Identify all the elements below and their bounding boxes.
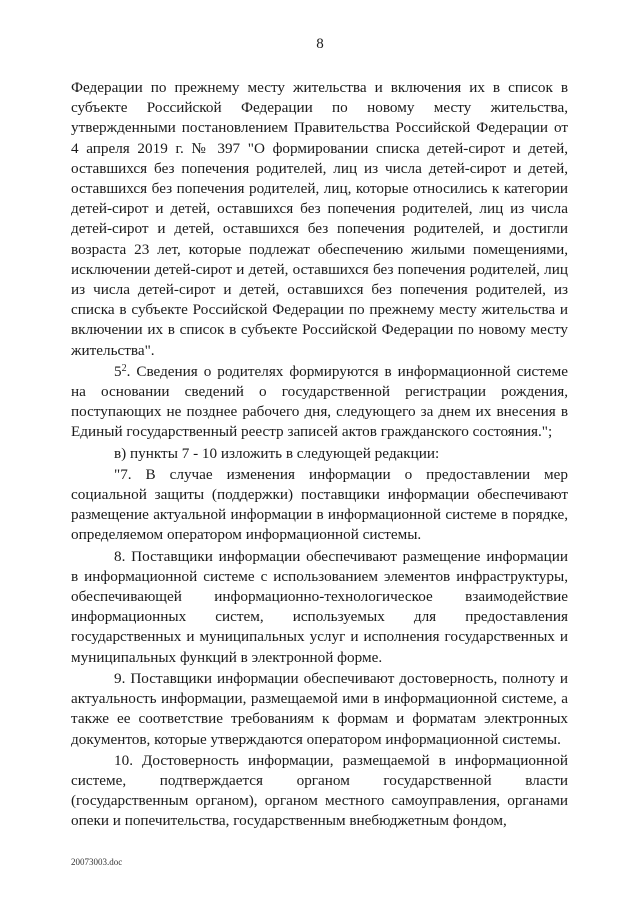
item-number-separator: . [126,362,137,380]
paragraph-item-8: 8. Поставщики информации обеспечивают размещение информации в информационной системе с использованием элементов инфраструктуры, обеспечивающей информационно-технологическое взаимодействие информационных систем, используемых для предоставления государственных и муниципальных услуг и исполнения государственных и муниципальных функций в электронной форме. [71,547,568,666]
paragraph-text: Сведения о родителях формируются в информационной системе на основании сведений о государственной регистрации рождения, поступающих не позднее рабочего дня, следующего за днем их внесения в Единый государственный реестр записей актов гражданского состояния."; [71,362,568,441]
paragraph-item-9: 9. Поставщики информации обеспечивают достоверность, полноту и актуальность информации, размещаемой ими в информационной системе, а также ее соответствие требованиям к формам и форматам электронных документов, которые утверждаются оператором информационной системы. [71,669,568,748]
paragraph-item-10: 10. Достоверность информации, размещаемой в информационной системе, подтверждается органом государственной власти (государственным органом), органом местного самоуправления, органами опеки и попечительства, государственным внебюджетным фондом, [71,751,568,830]
paragraph-subitem-v: в) пункты 7 - 10 изложить в следующей редакции: [114,444,440,462]
paragraph-item-5-2 [71,362,568,443]
page-number: 8 [316,36,324,52]
footer-filename: 20073003.doc [71,857,123,867]
paragraph-continuation: Федерации по прежнему месту жительства и включения их в список в субъекте Российской Федерации по новому месту жительства, утвержденными постановлением Правительства Российской Федерации от 4 апреля 2019 г. № 397 "О формировании списка детей-сирот и детей, оставшихся без попечения родителей, лиц из числа детей-сирот и детей, оставшихся без попечения родителей, лиц, которые относились к категории детей-сирот и детей, оставшихся без попечения родителей, лиц из числа детей-сирот и детей, оставшихся без попечения родителей, и достигли возраста 23 лет, которые подлежат обеспечению жилыми помещениями, исключении детей-сирот и детей, оставшихся без попечения родителей, лиц из числа детей-сирот и детей, оставшихся без попечения родителей, из списка в субъекте Российской Федерации по прежнему месту жительства и включении их в список в субъекте Российской Федерации по новому месту жительства". [71,79,568,359]
document-body [71,78,568,832]
item-number: 5 [114,362,122,380]
paragraph-item-7: "7. В случае изменения информации о предоставлении мер социальной защиты (поддержки) поставщики информации обеспечивают размещение актуальной информации в информационной системе в порядке, определяемом оператором информационной системы. [71,465,568,544]
item-superscript: 2 [121,362,127,374]
